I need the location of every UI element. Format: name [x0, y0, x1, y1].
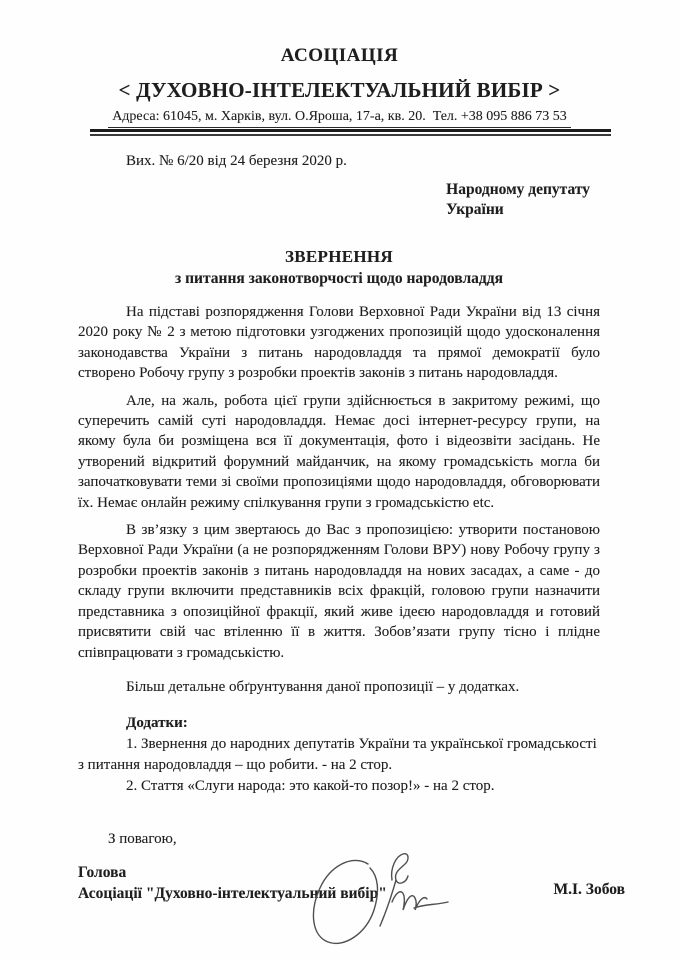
closing-salutation: З повагою, [108, 830, 177, 847]
letterhead-divider [90, 129, 611, 136]
organization-name: < ДУХОВНО-ІНТЕЛЕКТУАЛЬНИЙ ВИБІР > [118, 78, 561, 102]
document-subtitle: з питання законотворчості щодо народовладдя [175, 270, 503, 287]
address-line: Адреса: 61045, м. Харків, вул. О.Яроша, 17-а, кв. 20. Тел. +38 095 886 73 53 [108, 108, 571, 128]
attachments-label: Додатки: [126, 715, 188, 732]
paragraph-1: На підставі розпорядження Голови Верховної Ради України від 13 січня 2020 року № 2 з метою підготовки узгоджених пропозицій щодо удосконалення законодавства України з питань народовладдя та прямої демократії було створено Робочу групу з розробки проектів законів з питань народовладдя. [78, 304, 600, 382]
recipient-line-2: України [446, 201, 504, 218]
letter-body [0, 151, 679, 849]
attachment-item-1: 1. Звернення до народних депутатів України та української громадськості з питання народовладдя – що робити. - на 2 стор. [78, 736, 597, 773]
signature-block [0, 862, 679, 904]
signer-name: М.І. Зобов [553, 880, 625, 898]
signer-title-line-2: Асоціації "Духовно-інтелектуальний вибір" [78, 884, 387, 902]
paragraph-4: Більш детальне обґрунтування даної пропозиції – у додатках. [126, 678, 520, 695]
recipient-line-1: Народному депутату [446, 181, 590, 198]
document-title: ЗВЕРНЕННЯ [284, 247, 394, 266]
recipient-block [446, 180, 590, 220]
outgoing-ref-line: Вих. № 6/20 від 24 березня 2020 р. [126, 153, 347, 169]
signer-titles [78, 862, 387, 904]
attachment-item-2: 2. Стаття «Слуги народа: это какой-то позор!» - на 2 стор. [126, 778, 495, 795]
address-row [0, 103, 679, 128]
signer-title-line-1: Голова [78, 863, 127, 881]
organization-type: АСОЦІАЦІЯ [280, 45, 399, 66]
paragraph-3: В зв’язку з цим звертаюсь до Вас з пропозицією: утворити постановою Верховної Ради України (а не розпорядженням Голови ВРУ) нову Робочу групу з розробки проектів законів з питань народовладдя на нових засадах, а саме - до складу групи включити представників всіх фракцій, головою групи назначити представника з опозиційної фракції, який живе ідеєю народовладдя и готовий присвятити свій час втіленню її в життя. Зобов’язати групу тісно і плідне співпрацювати з громадськістю. [78, 522, 600, 661]
letterhead [0, 0, 679, 136]
paragraph-2: Але, на жаль, робота цієї групи здійснюється в закритому режимі, що суперечить самій суті народовладдя. Немає досі інтернет-ресурсу групи, на якому була би розміщена вся її документація, фото і відеозвіти засідань. Не утворений відкритий форумний майданчик, на якому громадськість могла би започатковувати теми зі своїми пропозиціями щодо народовладдя, обговорювати їх. Немає онлайн режиму спілкування групи з громадськістю etc. [78, 392, 600, 511]
